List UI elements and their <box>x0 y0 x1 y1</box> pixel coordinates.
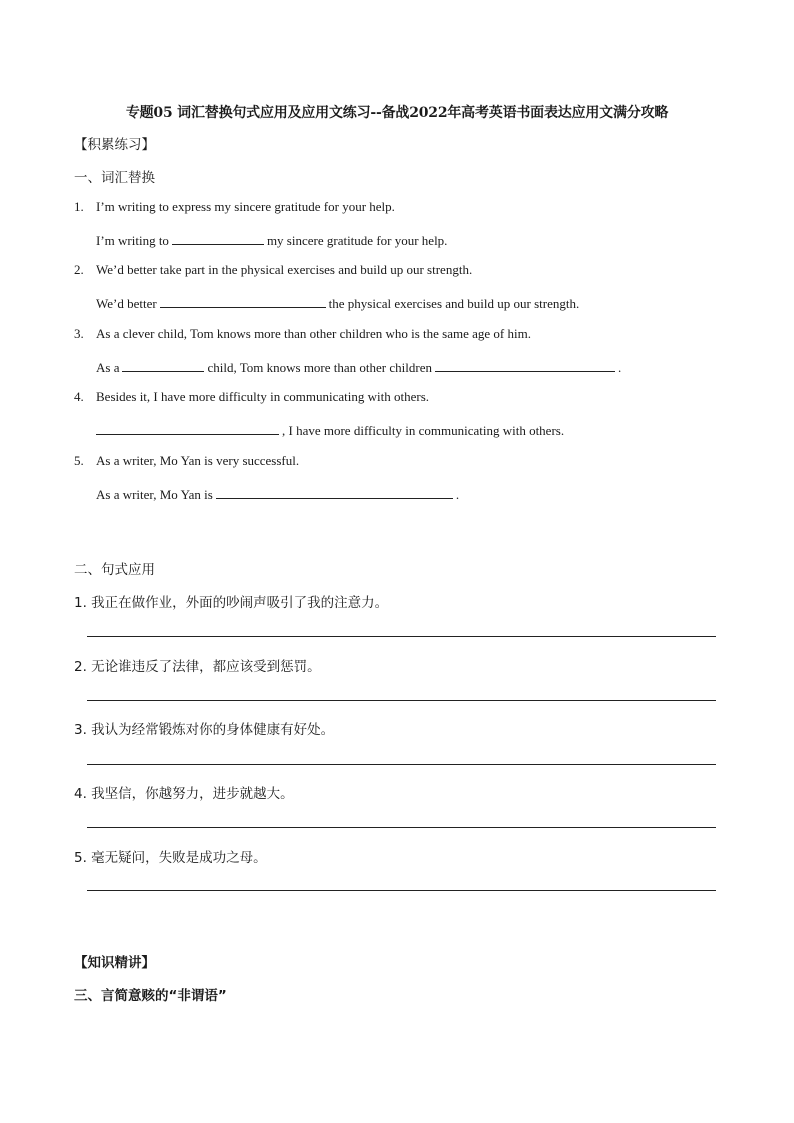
original-sentence: As a clever child, Tom knows more than other children who is the same age of him. <box>96 326 531 341</box>
document-title: 专题05 词汇替换句式应用及应用文练习--备战2022年高考英语书面表达应用文满分攻略 <box>125 105 669 121</box>
part2-item: 4. 我坚信，你越努力，进步就越大。 <box>74 786 294 802</box>
item-number: 1. <box>74 199 84 214</box>
answer-line[interactable] <box>87 827 716 828</box>
part1-heading: 一、词汇替换 <box>74 170 155 186</box>
part2-item: 5. 毫无疑问，失败是成功之母。 <box>74 850 267 866</box>
rewrite-sentence <box>96 294 579 312</box>
original-sentence: I’m writing to express my sincere gratitude for your help. <box>96 199 395 214</box>
rewrite-suffix: my sincere gratitude for your help. <box>266 233 448 248</box>
part2-item: 1. 我正在做作业，外面的吵闹声吸引了我的注意力。 <box>74 595 389 611</box>
original-sentence: As a writer, Mo Yan is very successful. <box>96 453 300 468</box>
original-sentence: Besides it, I have more difficulty in communicating with others. <box>96 389 429 404</box>
answer-blank[interactable] <box>160 294 326 308</box>
part2-item: 3. 我认为经常锻炼对你的身体健康有好处。 <box>74 722 335 738</box>
rewrite-prefix: As a <box>96 360 120 375</box>
answer-blank[interactable] <box>435 358 615 372</box>
rewrite-sentence <box>96 421 564 439</box>
answer-blank[interactable] <box>172 231 264 245</box>
answer-line[interactable] <box>87 764 716 765</box>
rewrite-sentence <box>96 358 621 376</box>
rewrite-suffix: . <box>455 487 460 502</box>
rewrite-prefix: As a writer, Mo Yan is <box>96 487 213 502</box>
rewrite-sentence <box>96 231 447 249</box>
original-sentence: We’d better take part in the physical exercises and build up our strength. <box>96 262 473 277</box>
answer-blank[interactable] <box>216 485 453 499</box>
section-knowledge-label: 【知识精讲】 <box>74 955 155 971</box>
part2-heading: 二、句式应用 <box>74 562 155 578</box>
answer-line[interactable] <box>87 636 716 637</box>
answer-blank[interactable] <box>96 421 279 435</box>
rewrite-prefix: I’m writing to <box>96 233 169 248</box>
item-number: 5. <box>74 453 84 468</box>
item-number: 3. <box>74 326 84 341</box>
section-practice-label: 【积累练习】 <box>74 137 155 153</box>
part2-item: 2. 无论谁违反了法律，都应该受到惩罚。 <box>74 659 321 675</box>
rewrite-middle: child, Tom knows more than other children <box>207 360 432 375</box>
rewrite-sentence <box>96 485 459 503</box>
part3-heading: 三、言简意赅的“非谓语” <box>74 988 227 1004</box>
item-number: 2. <box>74 262 84 277</box>
answer-line[interactable] <box>87 890 716 891</box>
answer-line[interactable] <box>87 700 716 701</box>
rewrite-suffix: the physical exercises and build up our strength. <box>328 296 580 311</box>
rewrite-suffix: , I have more difficulty in communicating with others. <box>282 423 565 438</box>
answer-blank[interactable] <box>122 358 204 372</box>
rewrite-prefix: We’d better <box>96 296 157 311</box>
rewrite-suffix: . <box>617 360 622 375</box>
item-number: 4. <box>74 389 84 404</box>
